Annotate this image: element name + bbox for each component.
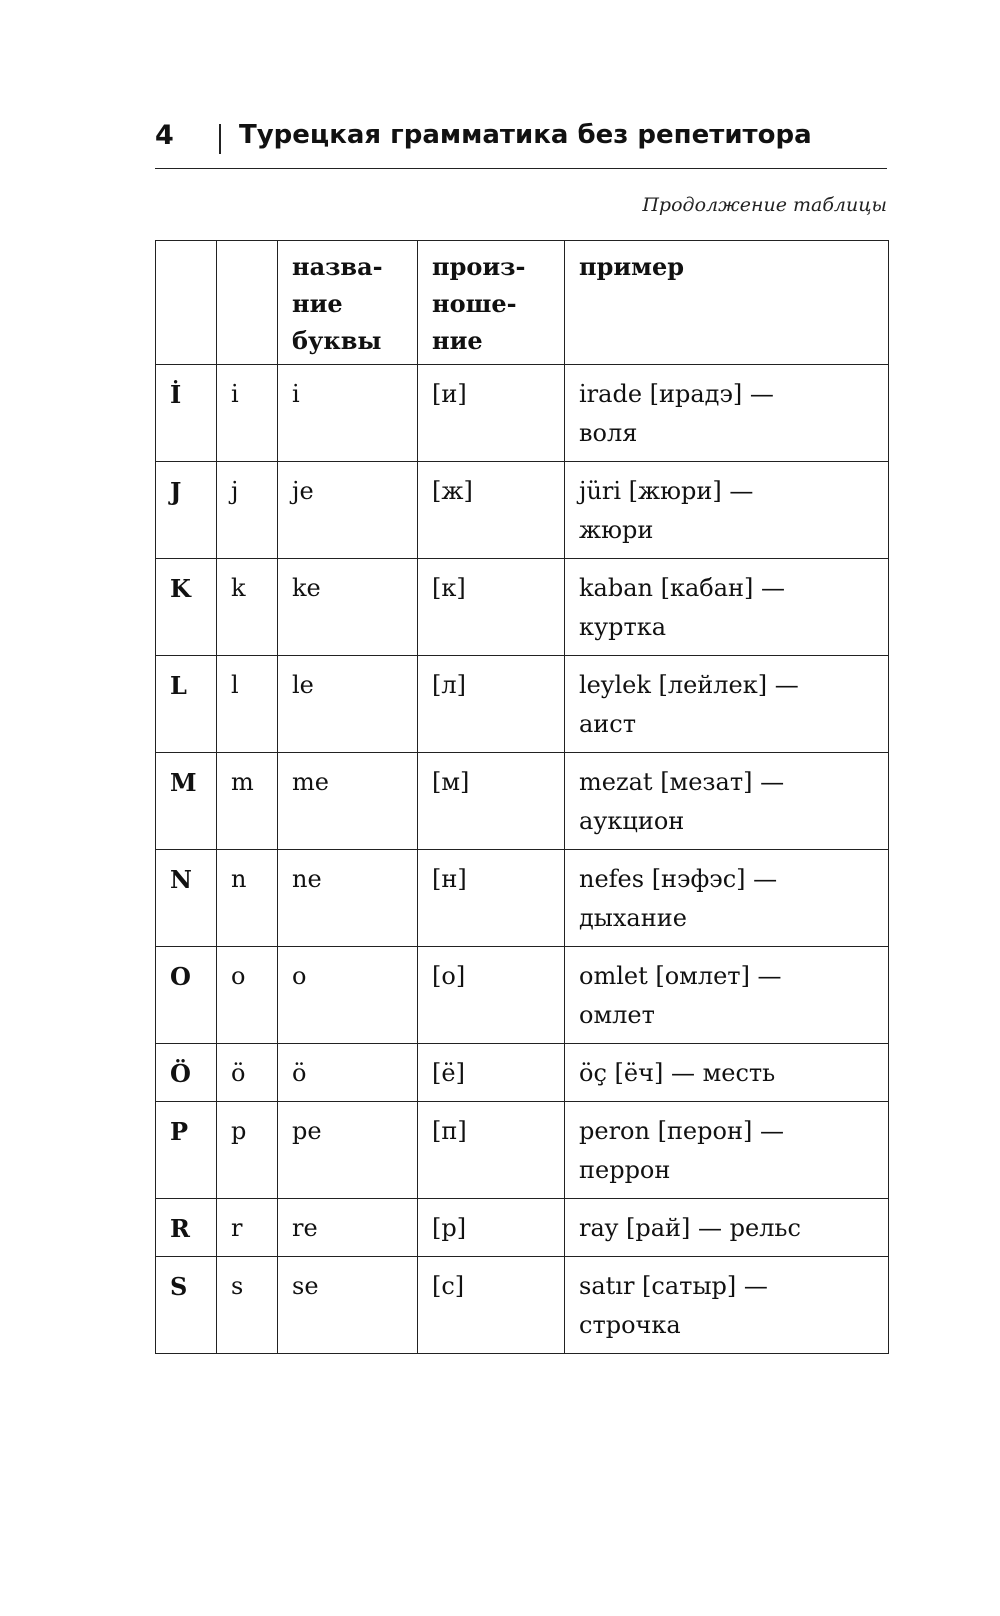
- table-row: [156, 1102, 889, 1199]
- uppercase-letter-cell: O: [156, 947, 217, 1044]
- header-text: назва-: [292, 252, 383, 281]
- header-text: произ-: [432, 252, 526, 281]
- example-cell: leylek [лейлек] — аист: [565, 656, 889, 753]
- header-cell-pronunciation: [418, 241, 565, 365]
- pronunciation-cell: [ж]: [418, 462, 565, 559]
- example-cell: nefes [нэфэс] — дыхание: [565, 850, 889, 947]
- continuation-note: Продолжение таблицы: [642, 194, 887, 216]
- example-cell: kaban [кабан] — куртка: [565, 559, 889, 656]
- uppercase-letter-cell: S: [156, 1257, 217, 1354]
- table-body: [156, 365, 889, 1354]
- header-text: ние: [292, 289, 343, 318]
- uppercase-letter-cell: N: [156, 850, 217, 947]
- pronunciation-cell: [м]: [418, 753, 565, 850]
- example-cell: omlet [омлет] — омлет: [565, 947, 889, 1044]
- uppercase-letter-cell: J: [156, 462, 217, 559]
- letter-name-cell: re: [278, 1199, 418, 1257]
- uppercase-letter-cell: Ö: [156, 1044, 217, 1102]
- table-row: [156, 850, 889, 947]
- example-cell: irade [ирадэ] — воля: [565, 365, 889, 462]
- example-cell: mezat [мезат] — аукцион: [565, 753, 889, 850]
- lowercase-letter-cell: s: [217, 1257, 278, 1354]
- page-header: [155, 118, 887, 169]
- table-row: [156, 656, 889, 753]
- header-divider: [219, 124, 221, 154]
- table-row: [156, 1257, 889, 1354]
- example-cell: ray [рай] — рельс: [565, 1199, 889, 1257]
- page-number: 4: [155, 120, 174, 151]
- lowercase-letter-cell: i: [217, 365, 278, 462]
- table-row: [156, 947, 889, 1044]
- example-cell: öç [ёч] — месть: [565, 1044, 889, 1102]
- lowercase-letter-cell: o: [217, 947, 278, 1044]
- header-text: буквы: [292, 326, 382, 355]
- header-cell-uppercase: [156, 241, 217, 365]
- lowercase-letter-cell: n: [217, 850, 278, 947]
- lowercase-letter-cell: r: [217, 1199, 278, 1257]
- letter-name-cell: pe: [278, 1102, 418, 1199]
- lowercase-letter-cell: ö: [217, 1044, 278, 1102]
- uppercase-letter-cell: L: [156, 656, 217, 753]
- pronunciation-cell: [ё]: [418, 1044, 565, 1102]
- lowercase-letter-cell: j: [217, 462, 278, 559]
- pronunciation-cell: [п]: [418, 1102, 565, 1199]
- header-text: ние: [432, 326, 483, 355]
- pronunciation-cell: [к]: [418, 559, 565, 656]
- lowercase-letter-cell: m: [217, 753, 278, 850]
- letter-name-cell: je: [278, 462, 418, 559]
- uppercase-letter-cell: İ: [156, 365, 217, 462]
- table-row: [156, 1199, 889, 1257]
- example-cell: satır [сатыр] — строчка: [565, 1257, 889, 1354]
- book-title: Турецкая грамматика без репетитора: [239, 120, 812, 150]
- header-cell-letter-name: [278, 241, 418, 365]
- table-row: [156, 1044, 889, 1102]
- lowercase-letter-cell: k: [217, 559, 278, 656]
- letter-name-cell: i: [278, 365, 418, 462]
- example-cell: jüri [жюри] — жюри: [565, 462, 889, 559]
- uppercase-letter-cell: R: [156, 1199, 217, 1257]
- letter-name-cell: ke: [278, 559, 418, 656]
- pronunciation-cell: [р]: [418, 1199, 565, 1257]
- table-row: [156, 462, 889, 559]
- lowercase-letter-cell: l: [217, 656, 278, 753]
- table-row: [156, 365, 889, 462]
- pronunciation-cell: [с]: [418, 1257, 565, 1354]
- letter-name-cell: me: [278, 753, 418, 850]
- uppercase-letter-cell: K: [156, 559, 217, 656]
- pronunciation-cell: [о]: [418, 947, 565, 1044]
- header-text: пример: [579, 252, 685, 281]
- table-row: [156, 559, 889, 656]
- header-cell-example: [565, 241, 889, 365]
- header-text: ноше-: [432, 289, 517, 318]
- alphabet-table: [155, 240, 889, 1354]
- letter-name-cell: se: [278, 1257, 418, 1354]
- letter-name-cell: ne: [278, 850, 418, 947]
- example-cell: peron [перон] — перрон: [565, 1102, 889, 1199]
- uppercase-letter-cell: P: [156, 1102, 217, 1199]
- table-row: [156, 753, 889, 850]
- pronunciation-cell: [н]: [418, 850, 565, 947]
- lowercase-letter-cell: p: [217, 1102, 278, 1199]
- uppercase-letter-cell: M: [156, 753, 217, 850]
- letter-name-cell: le: [278, 656, 418, 753]
- letter-name-cell: ö: [278, 1044, 418, 1102]
- header-cell-lowercase: [217, 241, 278, 365]
- letter-name-cell: o: [278, 947, 418, 1044]
- pronunciation-cell: [и]: [418, 365, 565, 462]
- table-header-row: [156, 241, 889, 365]
- pronunciation-cell: [л]: [418, 656, 565, 753]
